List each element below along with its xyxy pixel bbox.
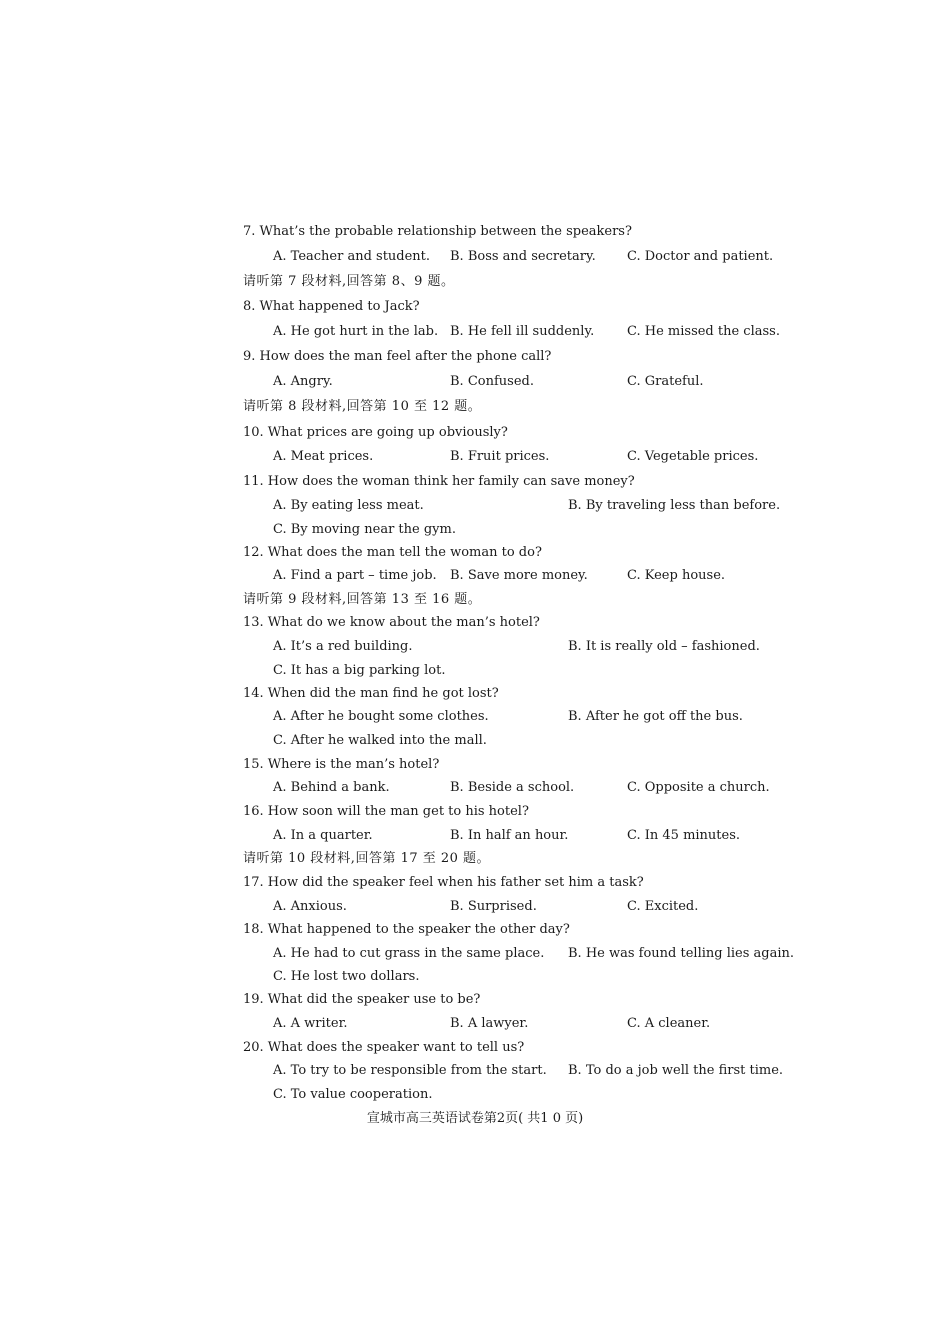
q16-option-b: B. In half an hour. — [450, 828, 569, 843]
q11-option-c: C. By moving near the gym. — [273, 522, 456, 537]
q12-option-c: C. Keep house. — [627, 568, 726, 583]
q10-option-c: C. Vegetable prices. — [627, 449, 759, 464]
q9-option-a: A. Angry. — [273, 374, 333, 389]
q17-option-a: A. Anxious. — [273, 899, 347, 914]
question-20: 20. What does the speaker want to tell us? — [243, 1040, 525, 1055]
q13-option-c: C. It has a big parking lot. — [273, 663, 446, 678]
question-7: 7. What’s the probable relationship between the speakers? — [243, 224, 632, 239]
q9-option-b: B. Confused. — [450, 374, 534, 389]
q15-option-b: B. Beside a school. — [450, 780, 575, 795]
q7-option-b: B. Boss and secretary. — [450, 249, 596, 264]
section-instruction-7: 请听第 7 段材料,回答第 8、9 题。 — [243, 274, 455, 289]
q14-option-c: C. After he walked into the mall. — [273, 733, 487, 748]
q18-option-a: A. He had to cut grass in the same place. — [273, 946, 545, 961]
q16-option-a: A. In a quarter. — [273, 828, 373, 843]
q14-option-a: A. After he bought some clothes. — [273, 709, 489, 724]
section-instruction-8: 请听第 8 段材料,回答第 10 至 12 题。 — [243, 399, 482, 414]
q12-option-a: A. Find a part – time job. — [273, 568, 437, 583]
q13-option-a: A. It’s a red building. — [273, 639, 413, 654]
q10-option-a: A. Meat prices. — [273, 449, 374, 464]
q8-option-b: B. He fell ill suddenly. — [450, 324, 595, 339]
question-10: 10. What prices are going up obviously? — [243, 425, 508, 440]
q18-option-c: C. He lost two dollars. — [273, 969, 420, 984]
q11-option-b: B. By traveling less than before. — [568, 498, 781, 513]
question-15: 15. Where is the man’s hotel? — [243, 757, 440, 772]
q19-option-c: C. A cleaner. — [627, 1016, 711, 1031]
q16-option-c: C. In 45 minutes. — [627, 828, 741, 843]
q18-option-b: B. He was found telling lies again. — [568, 946, 795, 961]
question-18: 18. What happened to the speaker the other day? — [243, 922, 570, 937]
q8-option-a: A. He got hurt in the lab. — [273, 324, 439, 339]
question-17: 17. How did the speaker feel when his father set him a task? — [243, 875, 644, 890]
q7-option-c: C. Doctor and patient. — [627, 249, 774, 264]
question-11: 11. How does the woman think her family can save money? — [243, 474, 635, 489]
q17-option-b: B. Surprised. — [450, 899, 537, 914]
question-9: 9. How does the man feel after the phone call? — [243, 349, 552, 364]
question-8: 8. What happened to Jack? — [243, 299, 420, 314]
q13-option-b: B. It is really old – fashioned. — [568, 639, 760, 654]
q15-option-c: C. Opposite a church. — [627, 780, 770, 795]
question-19: 19. What did the speaker use to be? — [243, 992, 481, 1007]
q14-option-b: B. After he got off the bus. — [568, 709, 743, 724]
q19-option-a: A. A writer. — [273, 1016, 348, 1031]
q10-option-b: B. Fruit prices. — [450, 449, 550, 464]
section-instruction-10: 请听第 10 段材料,回答第 17 至 20 题。 — [243, 851, 491, 866]
q8-option-c: C. He missed the class. — [627, 324, 780, 339]
q19-option-b: B. A lawyer. — [450, 1016, 529, 1031]
q15-option-a: A. Behind a bank. — [273, 780, 390, 795]
q20-option-c: C. To value cooperation. — [273, 1087, 433, 1102]
q20-option-a: A. To try to be responsible from the start. — [273, 1063, 547, 1078]
question-13: 13. What do we know about the man’s hotel? — [243, 615, 540, 630]
section-instruction-9: 请听第 9 段材料,回答第 13 至 16 题。 — [243, 592, 482, 607]
q12-option-b: B. Save more money. — [450, 568, 588, 583]
question-14: 14. When did the man find he got lost? — [243, 686, 499, 701]
question-12: 12. What does the man tell the woman to do? — [243, 545, 542, 560]
page-footer: 宣城市高三英语试卷第2页( 共1 0 页) — [366, 1111, 584, 1126]
q11-option-a: A. By eating less meat. — [273, 498, 424, 513]
q17-option-c: C. Excited. — [627, 899, 699, 914]
question-16: 16. How soon will the man get to his hotel? — [243, 804, 529, 819]
q9-option-c: C. Grateful. — [627, 374, 704, 389]
q20-option-b: B. To do a job well the first time. — [568, 1063, 784, 1078]
q7-option-a: A. Teacher and student. — [273, 249, 431, 264]
